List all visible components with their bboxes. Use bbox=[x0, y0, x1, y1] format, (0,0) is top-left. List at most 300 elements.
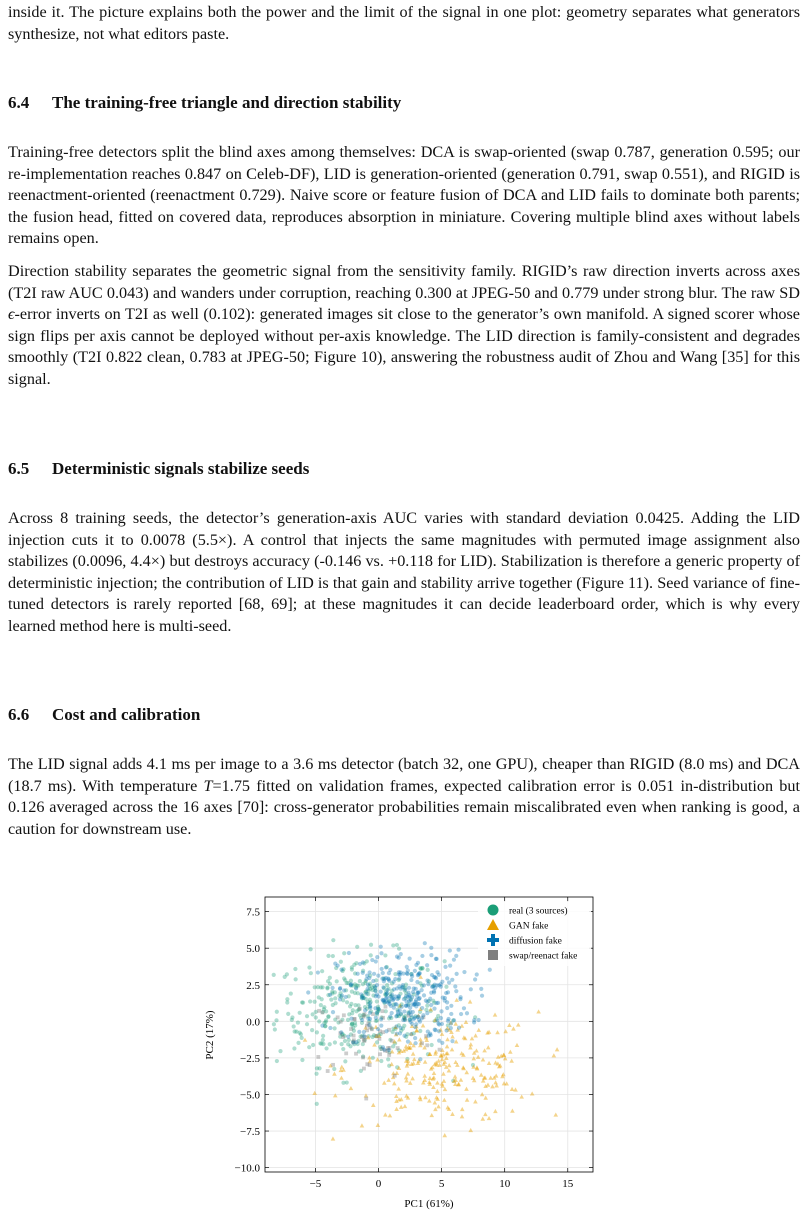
data-point bbox=[462, 1006, 466, 1010]
data-point bbox=[336, 1015, 340, 1019]
data-point bbox=[272, 1022, 276, 1026]
data-point bbox=[449, 1012, 453, 1016]
data-point bbox=[301, 1001, 305, 1005]
data-point bbox=[471, 1076, 476, 1080]
data-point bbox=[403, 1018, 407, 1022]
data-point bbox=[360, 1123, 365, 1127]
data-point bbox=[379, 945, 383, 949]
data-point bbox=[363, 1012, 367, 1016]
data-point bbox=[462, 970, 466, 974]
section-title: Deterministic signals stabilize seeds bbox=[52, 459, 310, 478]
data-point bbox=[445, 976, 449, 980]
data-point bbox=[530, 1091, 535, 1095]
data-point bbox=[439, 982, 443, 986]
data-point bbox=[361, 960, 365, 964]
data-point bbox=[454, 954, 458, 958]
data-point bbox=[349, 1086, 354, 1090]
data-point bbox=[383, 1112, 388, 1116]
legend-label: swap/reenact fake bbox=[509, 951, 578, 962]
data-point bbox=[460, 1107, 465, 1111]
data-point bbox=[439, 1009, 443, 1013]
data-point bbox=[343, 1039, 347, 1043]
text-run: The LID signal adds 4.1 ms per image to a 3.6 ms detector (batch 32, one GPU), cheaper than RIGID (8.0 ms) and DCA (18.7 ms). With temperature bbox=[8, 755, 800, 795]
data-point bbox=[450, 1034, 455, 1038]
data-point bbox=[435, 1080, 440, 1084]
data-point bbox=[379, 1017, 383, 1021]
data-point bbox=[488, 968, 492, 972]
data-point bbox=[311, 1043, 315, 1047]
data-point bbox=[369, 943, 373, 947]
data-point bbox=[316, 1055, 320, 1059]
data-point bbox=[429, 946, 433, 950]
data-point bbox=[317, 995, 321, 999]
data-point bbox=[458, 997, 462, 1001]
data-point bbox=[333, 962, 337, 966]
data-point bbox=[388, 995, 392, 999]
data-point bbox=[316, 985, 320, 989]
data-point bbox=[398, 973, 402, 977]
data-point bbox=[397, 994, 401, 998]
data-point bbox=[417, 997, 421, 1001]
text-run: =1.75 fitted on validation frames, expected calibration error is 0.051 in-distribution but 0.126 averaged across the 16 axes [70]: cross-generator probabilities remain miscalibrated even when ranking is good, a caution for downstream use. bbox=[8, 776, 800, 838]
data-point bbox=[379, 951, 383, 955]
y-tick-label: 7.5 bbox=[246, 906, 260, 919]
data-point bbox=[332, 1071, 337, 1075]
data-point bbox=[487, 1116, 492, 1120]
data-point bbox=[300, 1036, 304, 1040]
data-point bbox=[388, 1113, 393, 1117]
data-point bbox=[414, 1041, 418, 1045]
data-point bbox=[477, 1018, 481, 1022]
data-point bbox=[359, 992, 363, 996]
data-point bbox=[371, 1103, 376, 1107]
y-tick-label: −7.5 bbox=[240, 1126, 260, 1139]
data-point bbox=[365, 1062, 369, 1066]
data-point bbox=[347, 1012, 351, 1016]
data-point bbox=[328, 1026, 332, 1030]
data-point bbox=[368, 1011, 372, 1015]
data-point bbox=[439, 1016, 443, 1020]
data-point bbox=[360, 1018, 364, 1022]
data-point bbox=[454, 1039, 459, 1043]
data-point bbox=[346, 1035, 350, 1039]
data-point bbox=[418, 1037, 423, 1041]
legend-label: GAN fake bbox=[509, 921, 549, 932]
data-point bbox=[487, 1061, 492, 1065]
data-point bbox=[509, 1059, 514, 1063]
data-point bbox=[410, 972, 414, 976]
data-point bbox=[317, 1066, 321, 1070]
data-point bbox=[432, 1071, 437, 1075]
data-point bbox=[425, 963, 429, 967]
data-point bbox=[399, 1026, 403, 1030]
section-heading-6-6 bbox=[8, 705, 200, 725]
data-point bbox=[296, 1041, 300, 1045]
data-point bbox=[479, 1073, 484, 1077]
data-point bbox=[456, 948, 460, 952]
data-point bbox=[374, 959, 378, 963]
data-point bbox=[417, 1002, 421, 1006]
data-point bbox=[490, 1084, 495, 1088]
data-point bbox=[387, 1053, 391, 1057]
data-point bbox=[384, 1029, 388, 1033]
data-point bbox=[298, 1011, 302, 1015]
data-point bbox=[343, 1059, 347, 1063]
s65-paragraph-1: Across 8 training seeds, the detector’s generation-axis AUC varies with standard deviation 0.0425. Adding the LID injection cuts it to 0.0078 (5.5×). A control that injects the same magnitudes with permuted image assignment also stabilizes (0.0096, 4.4×) but destroys accuracy (-0.146 vs. +0.118 for LID). Stabilization is therefore a generic property of deterministic injection; the contribution of LID is that gain and stability arrive together (Figure 11). Seed variance of fine-tuned detectors is rarely reported [68, 69]; at these magnitudes it can decide leaderboard order, which is why every learned method here is multi-seed. bbox=[8, 509, 800, 635]
data-point bbox=[397, 947, 401, 951]
data-point bbox=[418, 971, 422, 975]
data-point bbox=[389, 1004, 393, 1008]
data-point bbox=[421, 1013, 425, 1017]
data-point bbox=[493, 1012, 498, 1016]
data-point bbox=[411, 990, 415, 994]
data-point bbox=[472, 1020, 476, 1024]
data-point bbox=[408, 957, 412, 961]
data-point bbox=[495, 1030, 500, 1034]
data-point bbox=[449, 1026, 453, 1030]
data-point bbox=[313, 1000, 317, 1004]
data-point bbox=[368, 970, 372, 974]
data-point bbox=[420, 1006, 424, 1010]
data-point bbox=[309, 971, 313, 975]
data-point bbox=[393, 977, 397, 981]
data-point bbox=[338, 986, 342, 990]
data-point bbox=[425, 1043, 429, 1047]
data-point bbox=[553, 1112, 558, 1116]
data-point bbox=[508, 1050, 513, 1054]
data-point bbox=[321, 1011, 325, 1015]
data-point bbox=[447, 1063, 452, 1067]
data-point bbox=[409, 1013, 413, 1017]
data-point bbox=[401, 983, 405, 987]
data-point bbox=[345, 1000, 349, 1004]
data-point bbox=[445, 1037, 450, 1041]
data-point bbox=[321, 1038, 325, 1042]
data-point bbox=[349, 1002, 353, 1006]
data-point bbox=[422, 1074, 427, 1078]
data-point bbox=[464, 1070, 469, 1074]
data-point bbox=[339, 1076, 344, 1080]
data-point bbox=[340, 994, 344, 998]
data-point bbox=[326, 954, 330, 958]
data-point bbox=[470, 1036, 475, 1040]
data-point bbox=[375, 1011, 379, 1015]
data-point bbox=[275, 1010, 279, 1014]
data-point bbox=[292, 1046, 296, 1050]
section-number: 6.6 bbox=[8, 705, 30, 724]
data-point bbox=[507, 1023, 512, 1027]
data-point bbox=[289, 991, 293, 995]
data-point bbox=[347, 951, 351, 955]
data-point bbox=[331, 938, 335, 942]
data-point bbox=[296, 1020, 300, 1024]
data-point bbox=[363, 1008, 367, 1012]
data-point bbox=[405, 972, 409, 976]
data-point bbox=[394, 1014, 398, 1018]
data-point bbox=[305, 1022, 309, 1026]
data-point bbox=[436, 1104, 441, 1108]
data-point bbox=[409, 1032, 413, 1036]
data-point bbox=[379, 990, 383, 994]
data-point bbox=[275, 1059, 279, 1063]
data-point bbox=[381, 985, 385, 989]
data-point bbox=[483, 1112, 488, 1116]
data-point bbox=[391, 943, 395, 947]
pca-scatter-figure bbox=[196, 885, 606, 1215]
data-point bbox=[331, 1063, 335, 1067]
data-point bbox=[365, 959, 369, 963]
data-point bbox=[321, 1042, 325, 1046]
x-axis-label: PC1 (61%) bbox=[404, 1198, 454, 1210]
data-point bbox=[426, 968, 430, 972]
data-point bbox=[536, 1009, 541, 1013]
data-point bbox=[384, 976, 388, 980]
data-point bbox=[413, 969, 417, 973]
data-point bbox=[552, 1053, 557, 1057]
data-point bbox=[375, 1034, 379, 1038]
data-point bbox=[341, 1081, 345, 1085]
data-point bbox=[342, 976, 346, 980]
data-point bbox=[420, 954, 424, 958]
data-point bbox=[368, 1001, 372, 1005]
data-point bbox=[493, 1080, 498, 1084]
data-point bbox=[294, 977, 298, 981]
data-point bbox=[482, 1048, 487, 1052]
data-point bbox=[342, 1013, 346, 1017]
data-point bbox=[453, 984, 457, 988]
data-point bbox=[443, 965, 447, 969]
data-point bbox=[432, 1075, 437, 1079]
data-point bbox=[368, 1017, 372, 1021]
data-point bbox=[320, 969, 324, 973]
data-point bbox=[428, 997, 432, 1001]
data-point bbox=[469, 987, 473, 991]
data-point bbox=[432, 1007, 436, 1011]
scatter-points bbox=[272, 938, 560, 1141]
data-point bbox=[510, 1108, 515, 1112]
data-point bbox=[328, 1042, 332, 1046]
data-point bbox=[391, 1030, 395, 1034]
y-tick-label: −5.0 bbox=[240, 1089, 260, 1102]
data-point bbox=[381, 971, 385, 975]
data-point bbox=[453, 1074, 458, 1078]
legend-label: real (3 sources) bbox=[509, 906, 568, 917]
data-point bbox=[326, 1014, 330, 1018]
data-point bbox=[349, 982, 353, 986]
data-point bbox=[448, 948, 452, 952]
data-point bbox=[454, 998, 459, 1002]
data-point bbox=[365, 987, 369, 991]
data-point bbox=[333, 990, 337, 994]
data-point bbox=[415, 980, 419, 984]
data-point bbox=[364, 991, 368, 995]
data-point bbox=[421, 1023, 426, 1027]
data-point bbox=[307, 965, 311, 969]
data-point bbox=[331, 954, 335, 958]
data-point bbox=[314, 1015, 318, 1019]
data-point bbox=[387, 1048, 391, 1052]
data-point bbox=[353, 1003, 357, 1007]
data-point bbox=[316, 970, 320, 974]
data-point bbox=[399, 952, 403, 956]
data-point bbox=[342, 951, 346, 955]
x-tick-label: 10 bbox=[499, 1178, 511, 1190]
data-point bbox=[395, 1032, 399, 1036]
data-point bbox=[341, 1035, 345, 1039]
data-point bbox=[457, 1026, 461, 1030]
data-point bbox=[351, 1040, 355, 1044]
data-point bbox=[376, 1123, 381, 1127]
data-point bbox=[510, 1087, 515, 1091]
data-point bbox=[406, 1040, 410, 1044]
data-point bbox=[415, 1015, 419, 1019]
data-point bbox=[459, 1012, 463, 1016]
data-point bbox=[317, 1009, 321, 1013]
text-run: -error inverts on T2I as well (0.102): generated images sit close to the generator’s own manifold. A signed scorer whose sign flips per axis cannot be deployed without per-axis knowledge. The LID direction is family-consistent and degrades smoothly (T2I 0.822 clean, 0.783 at JPEG-50; Figure 10), answering the robustness audit of Zhou and Wang [35] for this signal. bbox=[8, 305, 800, 388]
data-point bbox=[475, 1065, 480, 1069]
data-point bbox=[319, 1003, 323, 1007]
data-point bbox=[331, 1010, 335, 1014]
data-point bbox=[452, 1018, 456, 1022]
data-point bbox=[325, 986, 329, 990]
data-point bbox=[370, 1035, 374, 1039]
data-point bbox=[341, 1047, 345, 1051]
data-point bbox=[320, 1024, 324, 1028]
data-point bbox=[410, 1076, 415, 1080]
data-point bbox=[423, 941, 427, 945]
data-point bbox=[410, 1002, 414, 1006]
data-point bbox=[404, 999, 408, 1003]
data-point bbox=[352, 963, 356, 967]
data-point bbox=[395, 943, 399, 947]
data-point bbox=[331, 1136, 336, 1140]
s64-paragraph-1: Training-free detectors split the blind axes among themselves: DCA is swap-oriented (swap 0.787, generation 0.595; our re-implementation reaches 0.847 on Celeb-DF), LID is generation-oriented (generation 0.791, swap 0.551), and RIGID is reenactment-oriented (reenactment 0.729). Naive score or feature fusion of DCA and LID fails to dominate both parents; the fusion head, fitted on covered data, reproduces absorption in miniature. Covering multiple blind axes without labels remains open. bbox=[8, 143, 800, 247]
data-point bbox=[468, 1128, 473, 1132]
data-point bbox=[352, 1034, 356, 1038]
data-point bbox=[414, 1022, 418, 1026]
data-point bbox=[326, 1069, 330, 1073]
data-point bbox=[422, 1078, 427, 1082]
data-point bbox=[380, 967, 384, 971]
data-point bbox=[422, 993, 426, 997]
data-point bbox=[339, 1020, 343, 1024]
data-point bbox=[445, 1044, 450, 1048]
data-point bbox=[348, 1044, 352, 1048]
data-point bbox=[404, 1004, 408, 1008]
data-point bbox=[413, 1036, 417, 1040]
data-point bbox=[476, 1055, 481, 1059]
data-point bbox=[447, 980, 451, 984]
data-point bbox=[387, 971, 391, 975]
data-point bbox=[362, 1030, 366, 1034]
data-point bbox=[356, 991, 360, 995]
data-point bbox=[422, 983, 426, 987]
data-point bbox=[475, 972, 479, 976]
data-point bbox=[379, 1024, 383, 1028]
data-point bbox=[358, 1007, 362, 1011]
data-point bbox=[516, 1022, 521, 1026]
s64-paragraph-2 bbox=[8, 261, 800, 390]
data-point bbox=[402, 1034, 406, 1038]
data-point bbox=[447, 1068, 452, 1072]
section-title: Cost and calibration bbox=[52, 705, 201, 724]
data-point bbox=[355, 945, 359, 949]
data-point bbox=[274, 1018, 278, 1022]
data-point bbox=[450, 1047, 455, 1051]
data-point bbox=[387, 979, 391, 983]
data-point bbox=[411, 1052, 416, 1056]
data-point bbox=[515, 1043, 520, 1047]
data-point bbox=[344, 995, 348, 999]
data-point bbox=[272, 973, 276, 977]
section-number: 6.5 bbox=[8, 459, 30, 478]
data-point bbox=[479, 987, 483, 991]
data-point bbox=[293, 967, 297, 971]
data-point bbox=[273, 1027, 277, 1031]
data-point bbox=[418, 1057, 422, 1061]
data-point bbox=[333, 1040, 337, 1044]
x-tick-label: −5 bbox=[309, 1178, 322, 1190]
data-point bbox=[388, 1014, 392, 1018]
data-point bbox=[344, 1051, 348, 1055]
data-point bbox=[329, 998, 333, 1002]
data-point bbox=[460, 1114, 465, 1118]
data-point bbox=[511, 1026, 516, 1030]
data-point bbox=[321, 1034, 325, 1038]
data-point bbox=[362, 1039, 366, 1043]
data-point bbox=[493, 1109, 498, 1113]
data-point bbox=[375, 999, 379, 1003]
data-point bbox=[434, 1001, 438, 1005]
data-point bbox=[408, 1081, 413, 1085]
y-tick-label: −2.5 bbox=[240, 1052, 260, 1065]
data-point bbox=[427, 1098, 432, 1102]
data-point bbox=[435, 957, 439, 961]
data-point bbox=[314, 1072, 318, 1076]
data-point bbox=[292, 1024, 296, 1028]
data-point bbox=[376, 994, 380, 998]
data-point bbox=[442, 1133, 447, 1137]
data-point bbox=[381, 1009, 385, 1013]
data-point bbox=[382, 1081, 387, 1085]
data-point bbox=[317, 1019, 321, 1023]
data-point bbox=[349, 1027, 353, 1031]
data-point bbox=[333, 996, 337, 1000]
data-point bbox=[449, 1004, 453, 1008]
data-point bbox=[315, 1102, 319, 1106]
data-point bbox=[400, 1005, 404, 1009]
data-point bbox=[480, 1117, 485, 1121]
data-point bbox=[425, 1011, 429, 1015]
data-point bbox=[434, 1095, 439, 1099]
data-point bbox=[361, 1056, 365, 1060]
data-point bbox=[444, 991, 448, 995]
data-point bbox=[473, 977, 477, 981]
data-point bbox=[486, 1045, 491, 1049]
data-point bbox=[459, 1078, 464, 1082]
data-point bbox=[409, 978, 413, 982]
data-point bbox=[455, 972, 459, 976]
data-point bbox=[445, 1006, 449, 1010]
data-point bbox=[306, 990, 310, 994]
data-point bbox=[350, 967, 354, 971]
data-point bbox=[408, 1020, 412, 1024]
data-point bbox=[328, 976, 332, 980]
data-point bbox=[435, 1089, 440, 1093]
data-point bbox=[375, 1040, 379, 1044]
data-point bbox=[397, 1037, 402, 1041]
data-point bbox=[473, 1033, 478, 1037]
